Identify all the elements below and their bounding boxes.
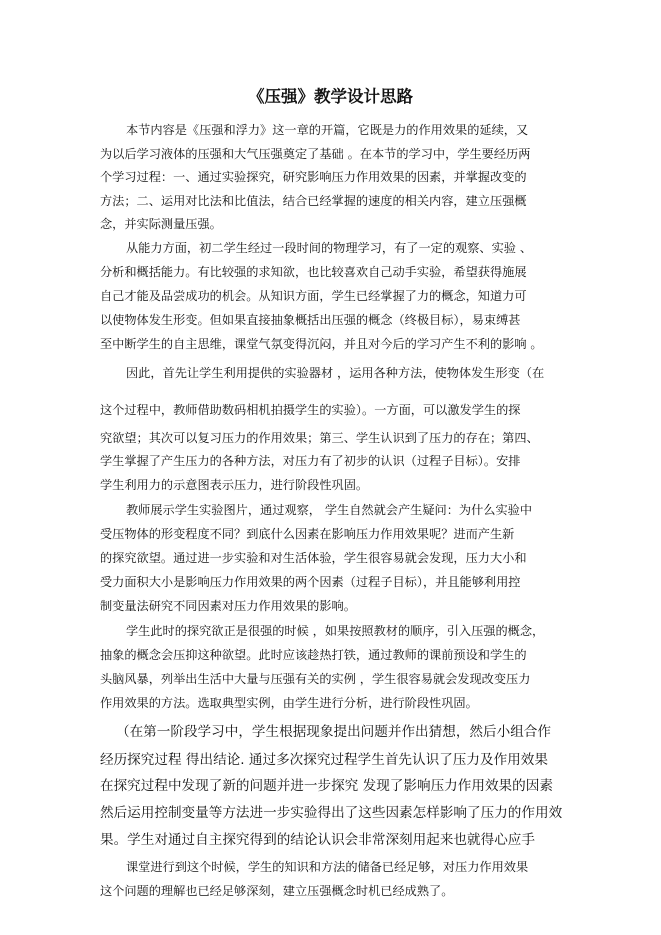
paragraph-line: 本节内容是《压强和浮力》这一章的开篇，它既是力的作用效果的延续，又 (126, 123, 529, 137)
paragraph-line: 在探究过程中发现了新的问题并进一步探究 发现了影响压力作用效果的因素 (100, 778, 553, 794)
paragraph-line: 方法；二、运用对比法和比值法，结合已经掌握的速度的相关内容，建立压强概 (100, 194, 527, 208)
paragraph-line: 经历探究过程 得出结论. 通过多次探究过程学生首先认识了压力及作用效果 (100, 752, 548, 768)
paragraph-line: 教师展示学生实验图片，通过观察， 学生自然就会产生疑问：为什么实验中 (126, 503, 533, 517)
paragraph-line: 个学习过程：一、通过实验探究，研究影响压力作用效果的因素，并掌握改变的 (100, 170, 527, 184)
paragraph-line: 因此，首先让学生利用提供的实验器材 ，运用各种方法，使物体发生形变（在 (126, 366, 545, 380)
paragraph-line: 头脑风暴，列举出生活中大量与压强有关的实例 ，学生很容易就会发现改变压力 (100, 672, 531, 686)
paragraph-line: 分析和概括能力。有比较强的求知欲，也比较喜欢自己动手实验，希望获得施展 (100, 265, 527, 279)
paragraph-line: 受力面积大小是影响压力作用效果的两个因素（过程子目标），并且能够利用控 (100, 575, 521, 589)
paragraph-line: 抽象的概念会压抑这种欲望。此时应该趁热打铁，通过教师的课前预设和学生的 (100, 648, 527, 662)
paragraph-line: 至中断学生的自主思维，课堂气氛变得沉闷，并且对今后的学习产生不利的影响 。 (100, 337, 543, 351)
paragraph-line: 制变量法研究不同因素对压力作用效果的影响。 (100, 599, 356, 613)
paragraph-line: 果。学生对通过自主探究得到的结论认识会非常深刻用起来也就得心应手 (100, 832, 535, 848)
paragraph-line: 自己才能及品尝成功的机会。从知识方面，学生已经掌握了力的概念，知道力可 (100, 289, 527, 303)
document-title: 《压强》教学设计思路 (248, 87, 413, 106)
paragraph-line: 究欲望；其次可以复习压力的作用效果；第三、学生认识到了压力的存在；第四、 (100, 431, 539, 445)
paragraph-line: 的探究欲望。通过进一步实验和对生活体验，学生很容易就会发现，压力大小和 (100, 551, 527, 565)
paragraph-line: （在第一阶段学习中，学生根据现象提出问题并作出猜想，然后小组合作 (116, 724, 551, 740)
paragraph-line: 以使物体发生形变。但如果直接抽象概括出压强的概念（终极目标），易束缚甚 (100, 313, 521, 327)
paragraph-line: 从能力方面，初二学生经过一段时间的物理学习，有了一定的观察、实验 、 (126, 241, 533, 255)
paragraph-line: 然后运用控制变量等方法进一步实验得出了这些因素怎样影响了压力的作用效 (100, 805, 563, 821)
paragraph-line: 学生利用力的示意图表示压力，进行阶段性巩固。 (100, 478, 369, 492)
paragraph-line: 课堂进行到这个时候，学生的知识和方法的储备已经足够，对压力作用效果 (126, 860, 529, 874)
paragraph-line: 这个过程中，教师借助数码相机拍摄学生的实验）。一方面，可以激发学生的探 (100, 403, 521, 417)
paragraph-line: 学生此时的探究欲正是很强的时候 ，如果按照教材的顺序，引入压强的概念， (126, 624, 545, 638)
paragraph-line: 学生掌握了产生压力的各种方法，对压力有了初步的认识（过程子目标）。安排 (100, 454, 521, 468)
paragraph-line: 受压物体的形变程度不同？到底什么因素在影响压力作用效果呢？进而产生新 (100, 527, 515, 541)
paragraph-line: 念，并实际测量压强。 (100, 217, 222, 231)
paragraph-line: 作用效果的方法。选取典型实例，由学生进行分析，进行阶段性巩固。 (100, 696, 478, 710)
paragraph-line: 这个问题的理解也已经足够深刻，建立压强概念时机已经成熟了。 (100, 884, 454, 898)
paragraph-line: 为以后学习液体的压强和大气压强奠定了基础 。在本节的学习中，学生要经历两 (100, 147, 531, 161)
